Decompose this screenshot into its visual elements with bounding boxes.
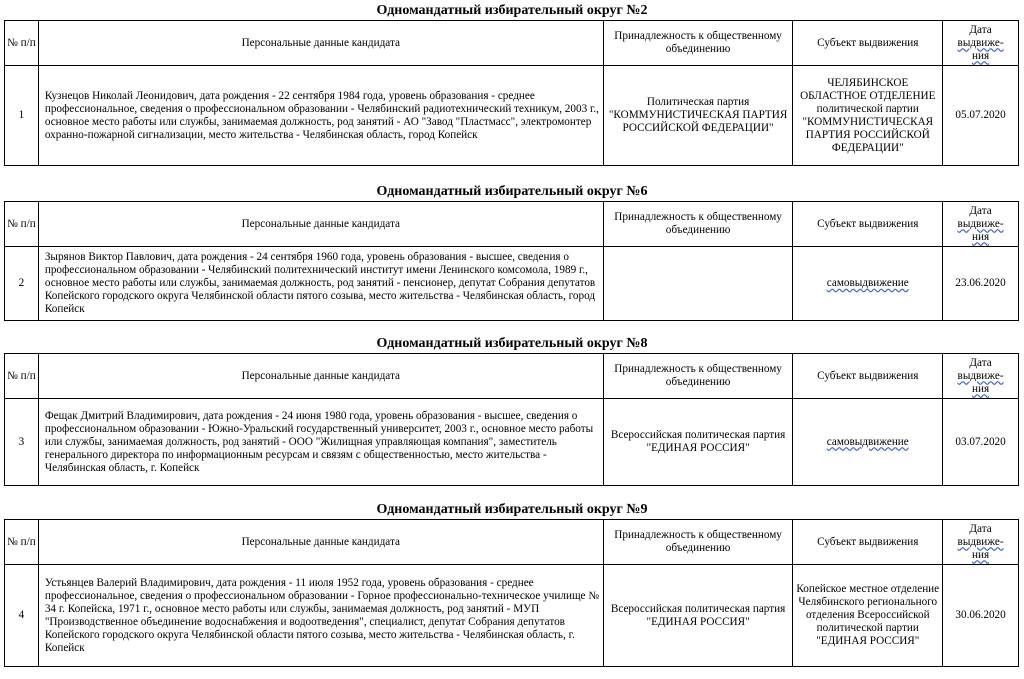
header-date-line: выдвиже-	[957, 369, 1004, 382]
cell-date: 30.06.2020	[943, 565, 1019, 667]
cell-personal: Зырянов Виктор Павлович, дата рождения - 24 сентября 1960 года, уровень образования - высшее, сведения о профессиональном образовании - Челябинский политехнический институт имени Ленинского комсомола, 1989 г., основное место работы или службы, занимаемая должность, род занятий - пенсионер, депутат Собрания депутатов Копейского городского округа Челябинской области пятого созыва, место жительства - Челябинская область, город Копейск	[38, 247, 603, 321]
table-row	[5, 247, 1019, 321]
header-date-line: Дата	[969, 204, 992, 217]
cell-num: 3	[5, 399, 39, 486]
cell-subject	[793, 399, 943, 486]
header-date-line: выдвиже-	[957, 535, 1004, 548]
district-section	[4, 336, 1020, 486]
header-num: № п/п	[5, 21, 39, 66]
table-row	[5, 66, 1019, 166]
header-personal: Персональные данные кандидата	[38, 21, 603, 66]
header-num: № п/п	[5, 520, 39, 565]
district-section	[4, 184, 1020, 321]
candidates-table	[4, 20, 1019, 166]
header-personal: Персональные данные кандидата	[38, 202, 603, 247]
header-personal: Персональные данные кандидата	[38, 520, 603, 565]
header-date-line: ния	[971, 382, 990, 395]
district-title: Одномандатный избирательный округ №6	[376, 184, 648, 199]
header-subject: Субъект выдвижения	[793, 520, 943, 565]
cell-affiliation: Всероссийская политическая партия "ЕДИНАЯ РОССИЯ"	[603, 399, 793, 486]
header-date-line: Дата	[969, 23, 992, 36]
header-date	[943, 520, 1019, 565]
header-date-line: Дата	[969, 356, 992, 369]
table-header-row	[5, 354, 1019, 399]
cell-personal: Фещак Дмитрий Владимирович, дата рождения - 24 июня 1980 года, уровень образования - высшее, сведения о профессиональном образовании - Южно-Уральский государственный университет, 2003 г., основное место работы или службы, занимаемая должность, род занятий - ООО "Жилищная управляющая компания", заместитель генерального директора по информационным ресурсам и связям с общественностью, место жительства - Челябинская область, г. Копейск	[38, 399, 603, 486]
table-row	[5, 399, 1019, 486]
header-date	[943, 202, 1019, 247]
cell-subject	[793, 66, 943, 166]
cell-subject	[793, 247, 943, 321]
district-section	[4, 502, 1020, 667]
candidates-table	[4, 353, 1019, 486]
subject-line: ЧЕЛЯБИНСКОЕ ОБЛАСТНОЕ ОТДЕЛЕНИЕ	[800, 76, 936, 102]
cell-num: 2	[5, 247, 39, 321]
candidates-table	[4, 519, 1019, 667]
subject-text: самовыдвижение	[826, 435, 909, 448]
header-date-line: выдвиже-	[957, 36, 1004, 49]
table-header-row	[5, 520, 1019, 565]
header-affiliation: Принадлежность к общественному объединению	[603, 520, 793, 565]
header-date-line: выдвиже-	[957, 217, 1004, 230]
cell-affiliation: Политическая партия "КОММУНИСТИЧЕСКАЯ ПАРТИЯ РОССИЙСКОЙ ФЕДЕРАЦИИ"	[603, 66, 793, 166]
cell-personal: Устьянцев Валерий Владимирович, дата рождения - 11 июля 1952 года, уровень образования - среднее профессиональное, сведения о профессиональном образовании - Горное профессионально-техническое училище № 34 г. Копейска, 1971 г., основное место работы или службы, занимаемая должность, род занятий - МУП "Производственное объединение водоснабжения и водоотведения", специалист, депутат Собрания депутатов Копейского городского округа Челябинской области пятого созыва, место жительства - Челябинская область, г. Копейск	[38, 565, 603, 667]
header-affiliation: Принадлежность к общественному объединению	[603, 354, 793, 399]
header-date-line: ния	[971, 230, 990, 243]
header-affiliation: Принадлежность к общественному объединению	[603, 202, 793, 247]
cell-affiliation: Всероссийская политическая партия "ЕДИНАЯ РОССИЯ"	[603, 565, 793, 667]
cell-num: 1	[5, 66, 39, 166]
cell-personal: Кузнецов Николай Леонидович, дата рождения - 22 сентября 1984 года, уровень образования - среднее профессиональное, сведения о профессиональном образовании - Челябинский радиотехнический техникум, 2003 г., основное место работы или службы, занимаемая должность, род занятий - АО "Завод "Пластмасс", электромонтер охранно-пожарной сигнализации, место жительства - Челябинская область, город Копейск	[38, 66, 603, 166]
cell-date: 03.07.2020	[943, 399, 1019, 486]
cell-num: 4	[5, 565, 39, 667]
table-header-row	[5, 202, 1019, 247]
candidates-table	[4, 201, 1019, 321]
header-num: № п/п	[5, 202, 39, 247]
header-date-line: Дата	[969, 522, 992, 535]
table-row	[5, 565, 1019, 667]
header-subject: Субъект выдвижения	[793, 354, 943, 399]
cell-date: 23.06.2020	[943, 247, 1019, 321]
header-num: № п/п	[5, 354, 39, 399]
subject-line: "КОММУНИСТИЧЕСКАЯ ПАРТИЯ РОССИЙСКОЙ ФЕДЕРАЦИИ"	[802, 115, 934, 154]
header-subject: Субъект выдвижения	[793, 21, 943, 66]
header-affiliation: Принадлежность к общественному объединению	[603, 21, 793, 66]
cell-subject: Копейское местное отделение Челябинского регионального отделения Всероссийской политической партии "ЕДИНАЯ РОССИЯ"	[793, 565, 943, 667]
district-section	[4, 3, 1020, 166]
district-title: Одномандатный избирательный округ №8	[376, 336, 648, 351]
district-title: Одномандатный избирательный округ №2	[376, 3, 648, 18]
header-personal: Персональные данные кандидата	[38, 354, 603, 399]
header-subject: Субъект выдвижения	[793, 202, 943, 247]
cell-affiliation	[603, 247, 793, 321]
cell-date: 05.07.2020	[943, 66, 1019, 166]
header-date-line: ния	[971, 49, 990, 62]
header-date	[943, 21, 1019, 66]
header-date-line: ния	[971, 548, 990, 561]
district-title: Одномандатный избирательный округ №9	[376, 502, 648, 517]
header-date	[943, 354, 1019, 399]
table-header-row	[5, 21, 1019, 66]
subject-line: политической партии	[816, 102, 919, 115]
subject-text: самовыдвижение	[826, 277, 909, 289]
